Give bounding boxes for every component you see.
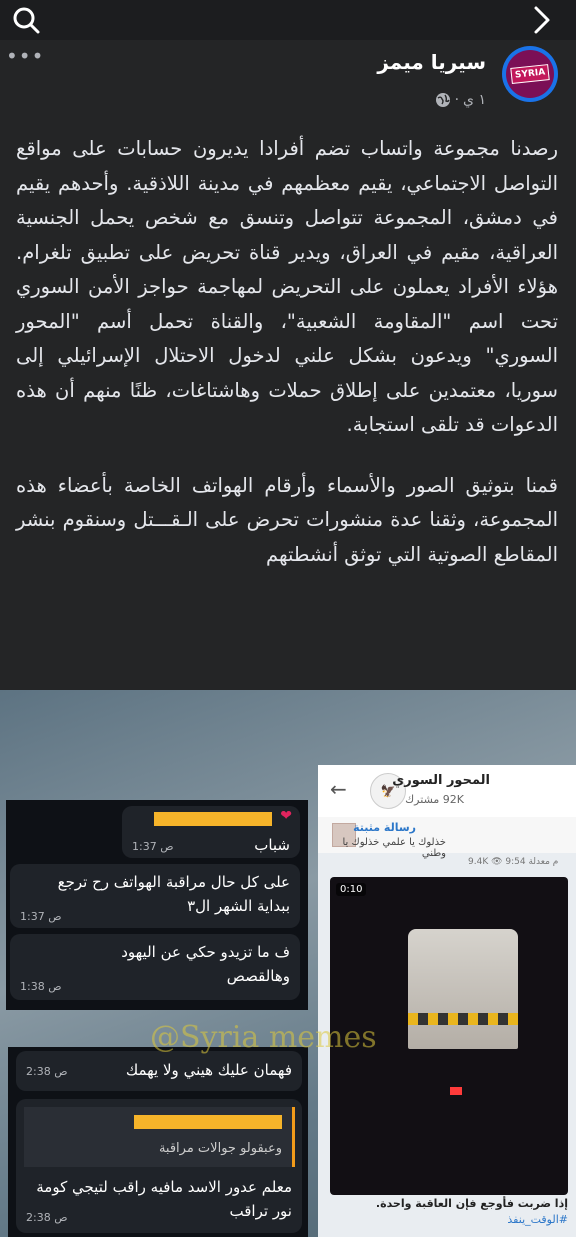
chat-message: [10, 934, 300, 1000]
globe-icon: [435, 92, 451, 108]
more-options-icon[interactable]: •••: [6, 44, 45, 68]
pinned-snippet: خذلوك يا علمي خذلوك يا وطني: [342, 837, 446, 859]
channel-subscribers: 92K مشترك: [405, 793, 464, 806]
message-text: معلم عدور الاسد مافيه راقب لتيجي كومة نور تراقب: [36, 1178, 292, 1220]
channel-name: المحور السوري: [392, 773, 490, 788]
chat-message: [16, 1099, 302, 1233]
heart-icon: ❤: [280, 808, 292, 824]
chat-message: [10, 864, 300, 928]
message-stats: 9.4K 👁 9:54 م معدلة: [468, 857, 559, 867]
vehicle-shape: [408, 929, 518, 1049]
message-text: شباب: [254, 836, 290, 854]
message-text: فهمان عليك هيني ولا يهمك: [125, 1061, 292, 1079]
watermark: @Syria memes: [150, 1020, 377, 1055]
tail-lights: [450, 1087, 462, 1095]
search-icon[interactable]: [10, 4, 42, 36]
video-hashtag: #الوقت_ينفذ: [507, 1213, 568, 1226]
post-image[interactable]: [0, 690, 576, 1237]
avatar-logo: SYRIA: [510, 64, 550, 84]
message-text: ف ما تزيدو حكي عن اليهود وهالقصص: [121, 943, 290, 985]
post-paragraph: قمنا بتوثيق الصور والأسماء وأرقام الهواتف الخاصة بأعضاء هذه المجموعة، وثقنا عدة منشورات تحرض على الـقـــتل وسنقوم بنشر المقاطع الصوتية التي توثق أنشطتهم: [16, 473, 558, 566]
chevron-right-icon[interactable]: [526, 4, 558, 36]
pinned-title: رسالة مثبتة: [353, 821, 416, 834]
post-paragraph: رصدنا مجموعة واتساب تضم أفرادا يديرون حسابات على مواقع التواصل الاجتماعي، يقيم معظمهم في مدينة اللاذقية. وأحدهم يقيم في دمشق، المجموعة تتواصل وتنسق مع شخص يحمل الجنسية العراقية، مقيم في العراق، ويدير قناة تحريض على تطبيق تلغرام. هؤلاء الأفراد يعملون على التحريض لمهاجمة حواجز الأمن السوري تحت اسم "المقاومة الشعبية"، والقناة تحمل أسم "المحور السوري" ويدعون بشكل علني لدخول الاحتلال الإسرائيلي إلى سوريا، معتمدين على إطلاق حملات وهاشتاغات، ظنًا منهم أن هذه الدعوات قد تلقى استجابة.: [16, 137, 558, 436]
chat-screenshot: [6, 800, 308, 1010]
channel-logo-icon: 🦅: [370, 773, 406, 809]
message-time: 2:38 ص: [26, 1211, 68, 1224]
top-bar: [0, 0, 576, 40]
message-text: على كل حال مراقبة الهواتف رح ترجع ببداية الشهر ال٣: [57, 873, 290, 915]
redacted-name: [134, 1115, 282, 1129]
post-text: [16, 132, 558, 598]
arrow-left-icon: ←: [330, 777, 347, 801]
quoted-text: وعبقولو جوالات مراقبة: [158, 1141, 282, 1156]
redacted-name: [154, 812, 272, 826]
page-name[interactable]: سيريا ميمز: [377, 50, 486, 74]
avatar[interactable]: [502, 46, 558, 102]
message-time: 2:38 ص: [26, 1065, 68, 1078]
post-meta: ١ ي ·: [435, 92, 486, 108]
message-time: 1:37 ص: [20, 910, 62, 923]
video-caption: إذا ضربت فأوجع فإن العاقبة واحدة.: [375, 1197, 568, 1210]
message-time: 1:37 ص: [132, 840, 174, 853]
chat-screenshot: [8, 1047, 308, 1237]
video-duration: 0:10: [336, 883, 366, 896]
chat-message: [122, 806, 300, 858]
message-time: 1:38 ص: [20, 980, 62, 993]
quoted-message: [24, 1107, 295, 1167]
chat-message: [16, 1051, 302, 1091]
post-time: ١ ي: [463, 92, 486, 108]
telegram-screenshot: [318, 765, 576, 1237]
